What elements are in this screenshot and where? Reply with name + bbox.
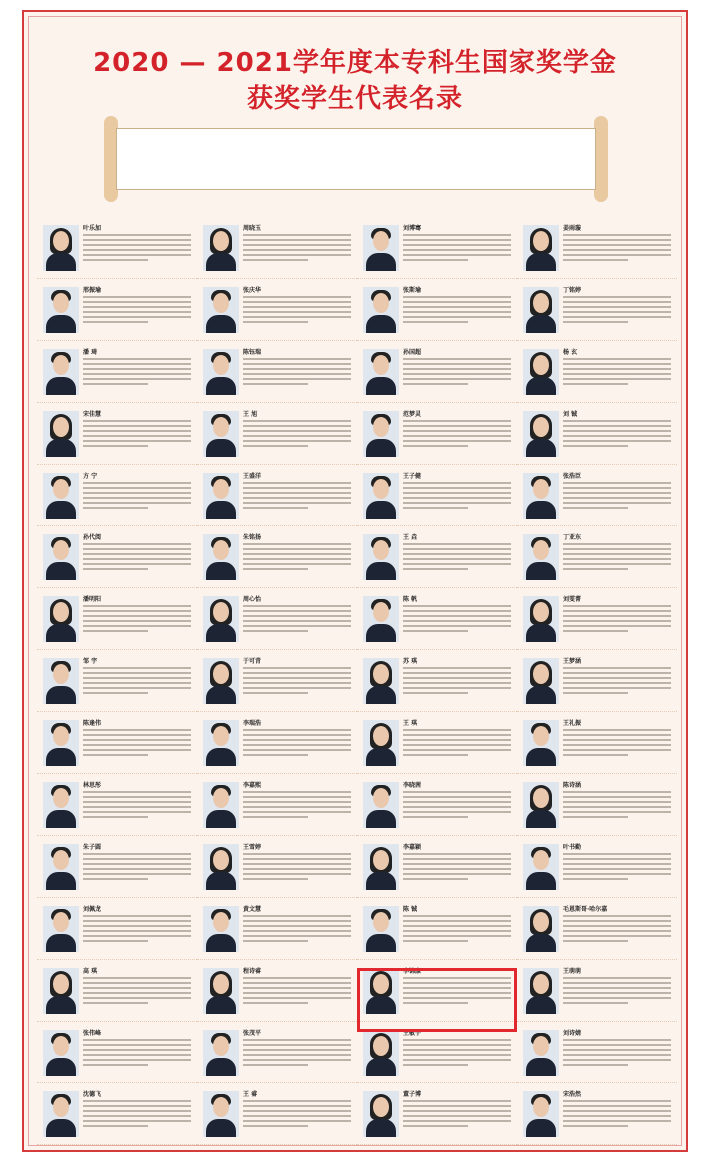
student-card	[517, 712, 677, 774]
student-name: 王梦涵	[563, 658, 582, 666]
student-name: 刘雯菁	[563, 596, 582, 604]
student-photo	[203, 658, 239, 704]
student-name: 叶乐加	[83, 225, 102, 232]
student-name: 周心怡	[243, 596, 262, 604]
student-name: 沈德飞	[83, 1091, 102, 1099]
student-name: 毛恩斯哥·哈尔嘉	[563, 905, 608, 913]
student-name: 朱铭扬	[243, 534, 262, 542]
student-photo	[363, 534, 399, 580]
student-name: 张伟峰	[83, 1029, 102, 1037]
student-name: 丁铭婷	[563, 286, 582, 294]
student-card	[197, 1083, 357, 1145]
student-name: 王 琪	[403, 720, 418, 728]
student-name: 王子健	[403, 472, 422, 480]
student-name: 王 旭	[243, 410, 258, 418]
student-description	[243, 788, 351, 821]
student-name: 张庆华	[243, 286, 262, 294]
student-photo	[523, 906, 559, 952]
student-name: 李锦康	[403, 967, 422, 975]
student-name: 孙国超	[403, 348, 422, 356]
student-description	[243, 417, 351, 450]
student-description	[243, 231, 351, 264]
student-name: 张茂平	[243, 1029, 262, 1037]
student-card	[517, 774, 677, 836]
student-card	[197, 960, 357, 1022]
student-description	[563, 293, 671, 326]
student-card	[37, 836, 197, 898]
student-description	[403, 912, 511, 945]
student-description	[243, 1036, 351, 1069]
student-photo	[203, 1030, 239, 1076]
student-photo	[43, 720, 79, 766]
student-card	[37, 465, 197, 527]
student-description	[403, 355, 511, 388]
student-card	[517, 960, 677, 1022]
student-description	[83, 974, 191, 1007]
student-photo	[43, 411, 79, 457]
student-card	[517, 650, 677, 712]
student-name: 潘 琦	[83, 348, 98, 356]
student-photo	[363, 1030, 399, 1076]
page-title-line1: 2020 — 2021学年度本专科生国家奖学金	[93, 48, 617, 78]
student-name: 刘佩龙	[83, 905, 102, 913]
student-name: 刘博骞	[403, 225, 422, 232]
student-name: 周晓玉	[243, 225, 262, 232]
student-description	[83, 231, 191, 264]
student-description	[83, 1097, 191, 1130]
student-description	[243, 602, 351, 635]
student-name: 黄文慧	[243, 905, 262, 913]
student-description	[83, 664, 191, 697]
student-card	[517, 1083, 677, 1145]
student-photo	[363, 411, 399, 457]
student-description	[243, 1097, 351, 1130]
student-description	[403, 602, 511, 635]
student-name: 邹 宇	[83, 658, 98, 666]
student-name: 丁亚东	[563, 534, 582, 542]
student-description	[243, 293, 351, 326]
scroll-ornament-right	[594, 116, 608, 202]
student-description	[563, 1036, 671, 1069]
student-description	[83, 726, 191, 759]
student-photo	[523, 968, 559, 1014]
student-description	[563, 912, 671, 945]
student-photo	[203, 349, 239, 395]
student-card	[37, 1022, 197, 1084]
student-card	[37, 403, 197, 465]
student-photo	[523, 287, 559, 333]
student-photo	[203, 720, 239, 766]
student-name: 叶书勤	[563, 843, 582, 851]
student-card	[517, 898, 677, 960]
student-card	[357, 650, 517, 712]
student-description	[243, 912, 351, 945]
student-description	[403, 788, 511, 821]
student-card	[37, 279, 197, 341]
student-name: 李嘉颖	[403, 843, 422, 851]
student-name: 李瑞浩	[243, 720, 262, 728]
student-description	[83, 417, 191, 450]
student-photo	[43, 844, 79, 890]
student-card	[357, 526, 517, 588]
student-description	[403, 726, 511, 759]
student-description	[403, 850, 511, 883]
student-photo	[523, 658, 559, 704]
page-title-line2: 获奖学生代表名录	[246, 84, 463, 114]
student-card	[197, 588, 357, 650]
student-name: 刘 铖	[563, 410, 578, 418]
student-card	[357, 465, 517, 527]
student-description	[563, 540, 671, 573]
student-photo	[43, 658, 79, 704]
student-card	[517, 526, 677, 588]
student-photo	[203, 1091, 239, 1137]
student-description	[403, 479, 511, 512]
student-photo	[523, 473, 559, 519]
student-name: 方 宁	[83, 472, 98, 480]
student-description	[563, 417, 671, 450]
student-name: 孙代阅	[83, 534, 102, 542]
student-photo	[523, 720, 559, 766]
student-card	[517, 341, 677, 403]
student-name: 刘诗婧	[563, 1029, 582, 1037]
student-name: 邢振瑜	[83, 286, 102, 294]
student-name: 王盛洋	[243, 472, 262, 480]
student-photo	[363, 906, 399, 952]
student-card	[517, 403, 677, 465]
student-name: 王雪婷	[243, 843, 262, 851]
student-description	[83, 788, 191, 821]
student-card	[517, 1022, 677, 1084]
student-photo	[523, 782, 559, 828]
student-card	[357, 898, 517, 960]
student-description	[243, 726, 351, 759]
student-photo	[523, 844, 559, 890]
student-photo	[203, 287, 239, 333]
student-name: 范梦灵	[403, 410, 422, 418]
student-card	[37, 526, 197, 588]
student-description	[403, 1036, 511, 1069]
student-name: 潘明阳	[83, 596, 102, 604]
student-name: 陈逢伟	[83, 720, 102, 728]
student-name: 杨 玄	[563, 348, 578, 356]
student-description	[563, 1097, 671, 1130]
student-description	[83, 355, 191, 388]
student-description	[83, 1036, 191, 1069]
student-name: 陈诗涵	[563, 782, 582, 790]
student-photo	[363, 225, 399, 271]
student-name: 王礼振	[563, 720, 582, 728]
student-card	[197, 403, 357, 465]
student-description	[243, 540, 351, 573]
student-description	[83, 540, 191, 573]
student-card	[517, 217, 677, 279]
student-card	[37, 650, 197, 712]
student-photo	[43, 1030, 79, 1076]
student-description	[563, 355, 671, 388]
intro-paragraph	[116, 128, 596, 190]
student-name: 李嘉熙	[243, 782, 262, 790]
student-card	[517, 465, 677, 527]
student-description	[403, 540, 511, 573]
student-description	[563, 850, 671, 883]
student-name: 陈 铖	[403, 905, 418, 913]
student-name: 林思彤	[83, 782, 102, 790]
student-card	[357, 1083, 517, 1145]
student-photo	[203, 782, 239, 828]
student-photo	[363, 782, 399, 828]
student-name: 张浩臣	[563, 472, 582, 480]
student-photo	[523, 225, 559, 271]
student-photo	[363, 658, 399, 704]
student-photo	[203, 596, 239, 642]
student-description	[243, 479, 351, 512]
student-photo	[363, 1091, 399, 1137]
student-photo	[43, 225, 79, 271]
student-name: 王萌萌	[563, 967, 582, 975]
student-name: 李晓茜	[403, 782, 422, 790]
student-photo	[43, 473, 79, 519]
student-photo	[43, 782, 79, 828]
student-card	[37, 960, 197, 1022]
student-card	[357, 403, 517, 465]
student-photo	[43, 968, 79, 1014]
student-card	[37, 588, 197, 650]
student-photo	[523, 1030, 559, 1076]
student-card	[197, 217, 357, 279]
student-card	[357, 712, 517, 774]
student-photo	[363, 596, 399, 642]
student-description	[563, 479, 671, 512]
student-description	[83, 850, 191, 883]
student-name: 陈钰瑞	[243, 348, 262, 356]
student-name: 程诗睿	[243, 967, 262, 975]
student-card	[517, 588, 677, 650]
student-name: 王 垚	[403, 534, 418, 542]
student-description	[563, 602, 671, 635]
student-name: 王 睿	[243, 1091, 258, 1099]
student-photo	[203, 844, 239, 890]
student-photo	[203, 534, 239, 580]
student-photo	[363, 844, 399, 890]
student-description	[563, 726, 671, 759]
student-photo	[363, 473, 399, 519]
student-description	[83, 293, 191, 326]
student-photo	[43, 349, 79, 395]
student-card	[357, 836, 517, 898]
student-description	[83, 602, 191, 635]
student-name: 宋佳慧	[83, 410, 102, 418]
student-card	[197, 650, 357, 712]
student-photo	[203, 225, 239, 271]
student-card	[197, 774, 357, 836]
student-photo	[523, 596, 559, 642]
student-description	[83, 912, 191, 945]
student-photo	[203, 906, 239, 952]
student-photo	[363, 287, 399, 333]
student-card	[37, 898, 197, 960]
student-card	[197, 898, 357, 960]
student-photo	[43, 534, 79, 580]
certificate-frame	[22, 10, 688, 1152]
student-card	[197, 1022, 357, 1084]
student-card	[357, 217, 517, 279]
student-name: 高 琪	[83, 967, 98, 975]
student-card	[517, 836, 677, 898]
student-name: 王敏宇	[403, 1029, 422, 1037]
student-description	[403, 1097, 511, 1130]
student-description	[243, 664, 351, 697]
student-name: 陈 帆	[403, 596, 418, 604]
student-description	[403, 293, 511, 326]
student-photo	[363, 349, 399, 395]
student-card	[197, 341, 357, 403]
student-photo	[523, 534, 559, 580]
student-photo	[43, 1091, 79, 1137]
student-card	[197, 279, 357, 341]
student-card	[357, 588, 517, 650]
student-photo	[523, 349, 559, 395]
student-card	[197, 836, 357, 898]
student-description	[563, 788, 671, 821]
student-name: 姜雨璇	[563, 225, 582, 232]
student-photo	[203, 411, 239, 457]
student-description	[243, 355, 351, 388]
student-card	[357, 774, 517, 836]
student-description	[563, 664, 671, 697]
student-card	[37, 217, 197, 279]
student-card	[357, 341, 517, 403]
student-name: 苏 琪	[403, 658, 418, 666]
student-card	[197, 712, 357, 774]
student-card	[357, 279, 517, 341]
student-description	[403, 664, 511, 697]
student-name: 于可青	[243, 658, 262, 666]
student-description	[83, 479, 191, 512]
student-name: 朱子圆	[83, 843, 102, 851]
student-card	[197, 526, 357, 588]
student-name: 张斯瑜	[403, 286, 422, 294]
student-photo	[43, 906, 79, 952]
student-photo	[43, 596, 79, 642]
student-card	[37, 1083, 197, 1145]
student-photo	[203, 968, 239, 1014]
student-name: 董子博	[403, 1091, 422, 1099]
student-description	[563, 974, 671, 1007]
student-description	[243, 974, 351, 1007]
student-card	[37, 712, 197, 774]
student-description	[563, 231, 671, 264]
student-card	[37, 774, 197, 836]
student-photo	[523, 1091, 559, 1137]
student-description	[403, 231, 511, 264]
student-card	[517, 279, 677, 341]
student-name: 宋浩然	[563, 1091, 582, 1099]
student-description	[243, 850, 351, 883]
student-description	[403, 417, 511, 450]
student-photo	[203, 473, 239, 519]
student-photo	[43, 287, 79, 333]
student-card	[37, 341, 197, 403]
student-photo	[523, 411, 559, 457]
student-photo	[363, 720, 399, 766]
student-card	[197, 465, 357, 527]
